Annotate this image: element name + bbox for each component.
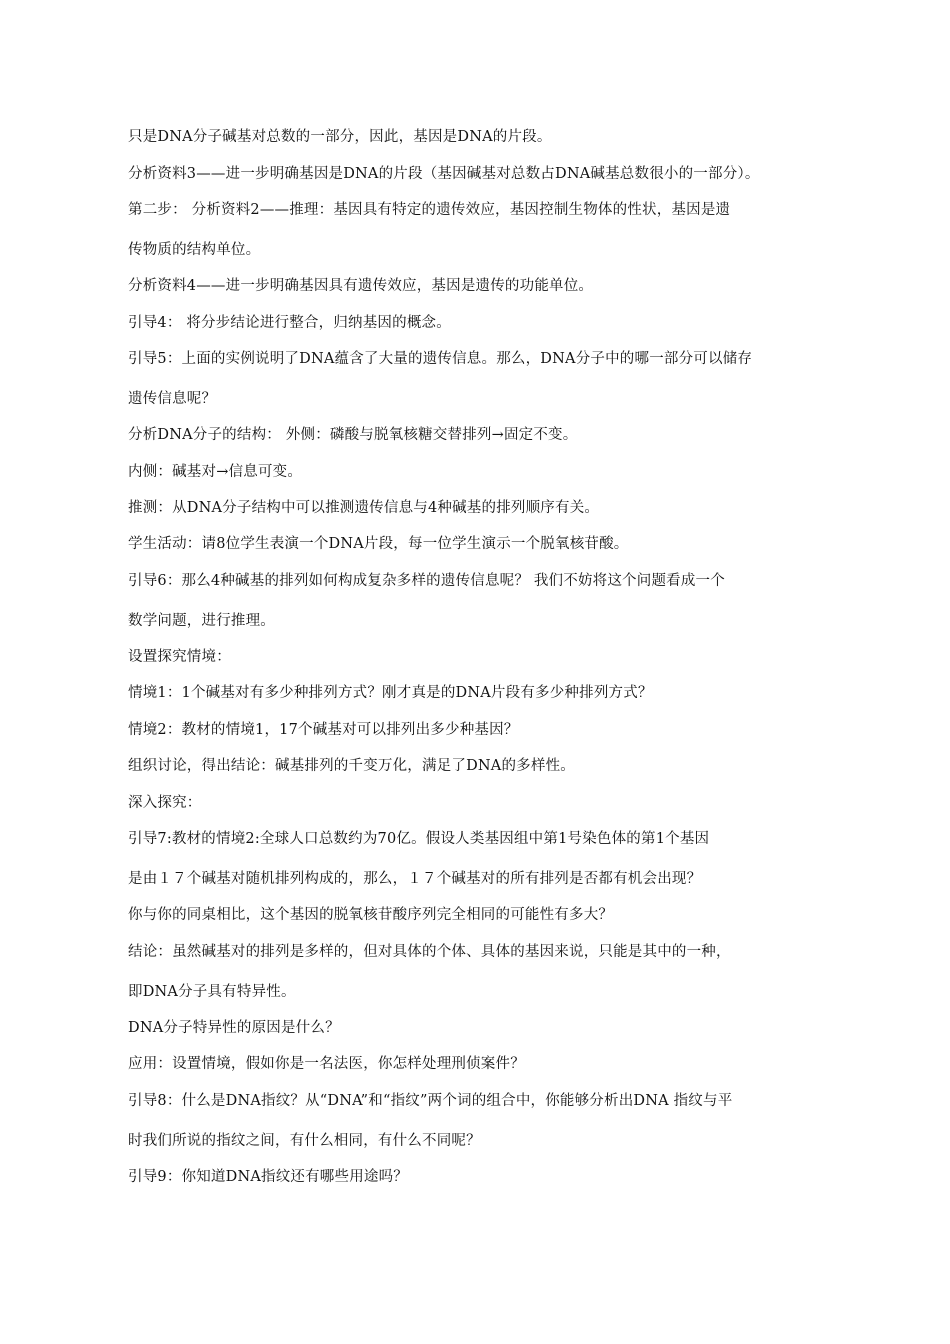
text-line: DNA分子特异性的原因是什么？ (128, 1020, 340, 1036)
text-line: 深入探究： (128, 795, 202, 811)
text-line: 遗传信息呢？ (128, 391, 217, 407)
text-line: 引导7:教材的情境2:全球人口总数约为70亿。假设人类基因组中第1号染色体的第1个基因 (128, 831, 710, 847)
text-line: 引导4： 将分步结论进行整合，归纳基因的概念。 (128, 315, 451, 331)
text-line: 传物质的结构单位。 (128, 242, 261, 258)
text-line: 即DNA分子具有特异性。 (128, 984, 296, 1000)
text-line: 时我们所说的指纹之间，有什么相同，有什么不同呢？ (128, 1133, 481, 1149)
text-line: 情境2：教材的情境1，17个碱基对可以排列出多少种基因？ (128, 722, 519, 738)
text-line: 分析资料3——进一步明确基因是DNA的片段（基因碱基对总数占DNA碱基总数很小的一部分）。 (128, 166, 760, 182)
text-line: 第二步： 分析资料2——推理：基因具有特定的遗传效应，基因控制生物体的性状，基因是遗 (128, 202, 731, 218)
text-line: 是由１７个碱基对随机排列构成的，那么，１７个碱基对的所有排列是否都有机会出现？ (128, 871, 702, 887)
text-line: 引导6：那么4种碱基的排列如何构成复杂多样的遗传信息呢？ 我们不妨将这个问题看成一个 (128, 573, 725, 589)
text-line: 引导9：你知道DNA指纹还有哪些用途吗？ (128, 1169, 409, 1185)
text-line: 引导8：什么是DNA指纹？从“DNA”和“指纹”两个词的组合中，你能够分析出DNA 指纹与平 (128, 1093, 733, 1109)
text-line: 内侧：碱基对→信息可变。 (128, 464, 303, 480)
text-line: 学生活动：请8位学生表演一个DNA片段，每一位学生演示一个脱氧核苷酸。 (128, 536, 629, 552)
text-line: 数学问题，进行推理。 (128, 613, 275, 629)
text-line: 情境1：1个碱基对有多少种排列方式？刚才真是的DNA片段有多少种排列方式？ (128, 685, 653, 701)
text-line: 应用：设置情境，假如你是一名法医，你怎样处理刑侦案件？ (128, 1056, 525, 1072)
text-line: 只是DNA分子碱基对总数的一部分，因此，基因是DNA的片段。 (128, 129, 552, 145)
text-line: 引导5：上面的实例说明了DNA蕴含了大量的遗传信息。那么，DNA分子中的哪一部分可以储存 (128, 351, 753, 367)
text-line: 你与你的同桌相比，这个基因的脱氧核苷酸序列完全相同的可能性有多大？ (128, 907, 614, 923)
text-line: 推测：从DNA分子结构中可以推测遗传信息与4种碱基的排列顺序有关。 (128, 500, 600, 516)
text-line: 结论：虽然碱基对的排列是多样的，但对具体的个体、具体的基因来说，只能是其中的一种， (128, 944, 731, 960)
text-line: 分析DNA分子的结构： 外侧：磷酸与脱氧核糖交替排列→固定不变。 (128, 427, 578, 443)
text-line: 组织讨论，得出结论：碱基排列的千变万化，满足了DNA的多样性。 (128, 758, 575, 774)
text-line: 设置探究情境： (128, 649, 231, 665)
text-line: 分析资料4——进一步明确基因具有遗传效应，基因是遗传的功能单位。 (128, 278, 594, 294)
